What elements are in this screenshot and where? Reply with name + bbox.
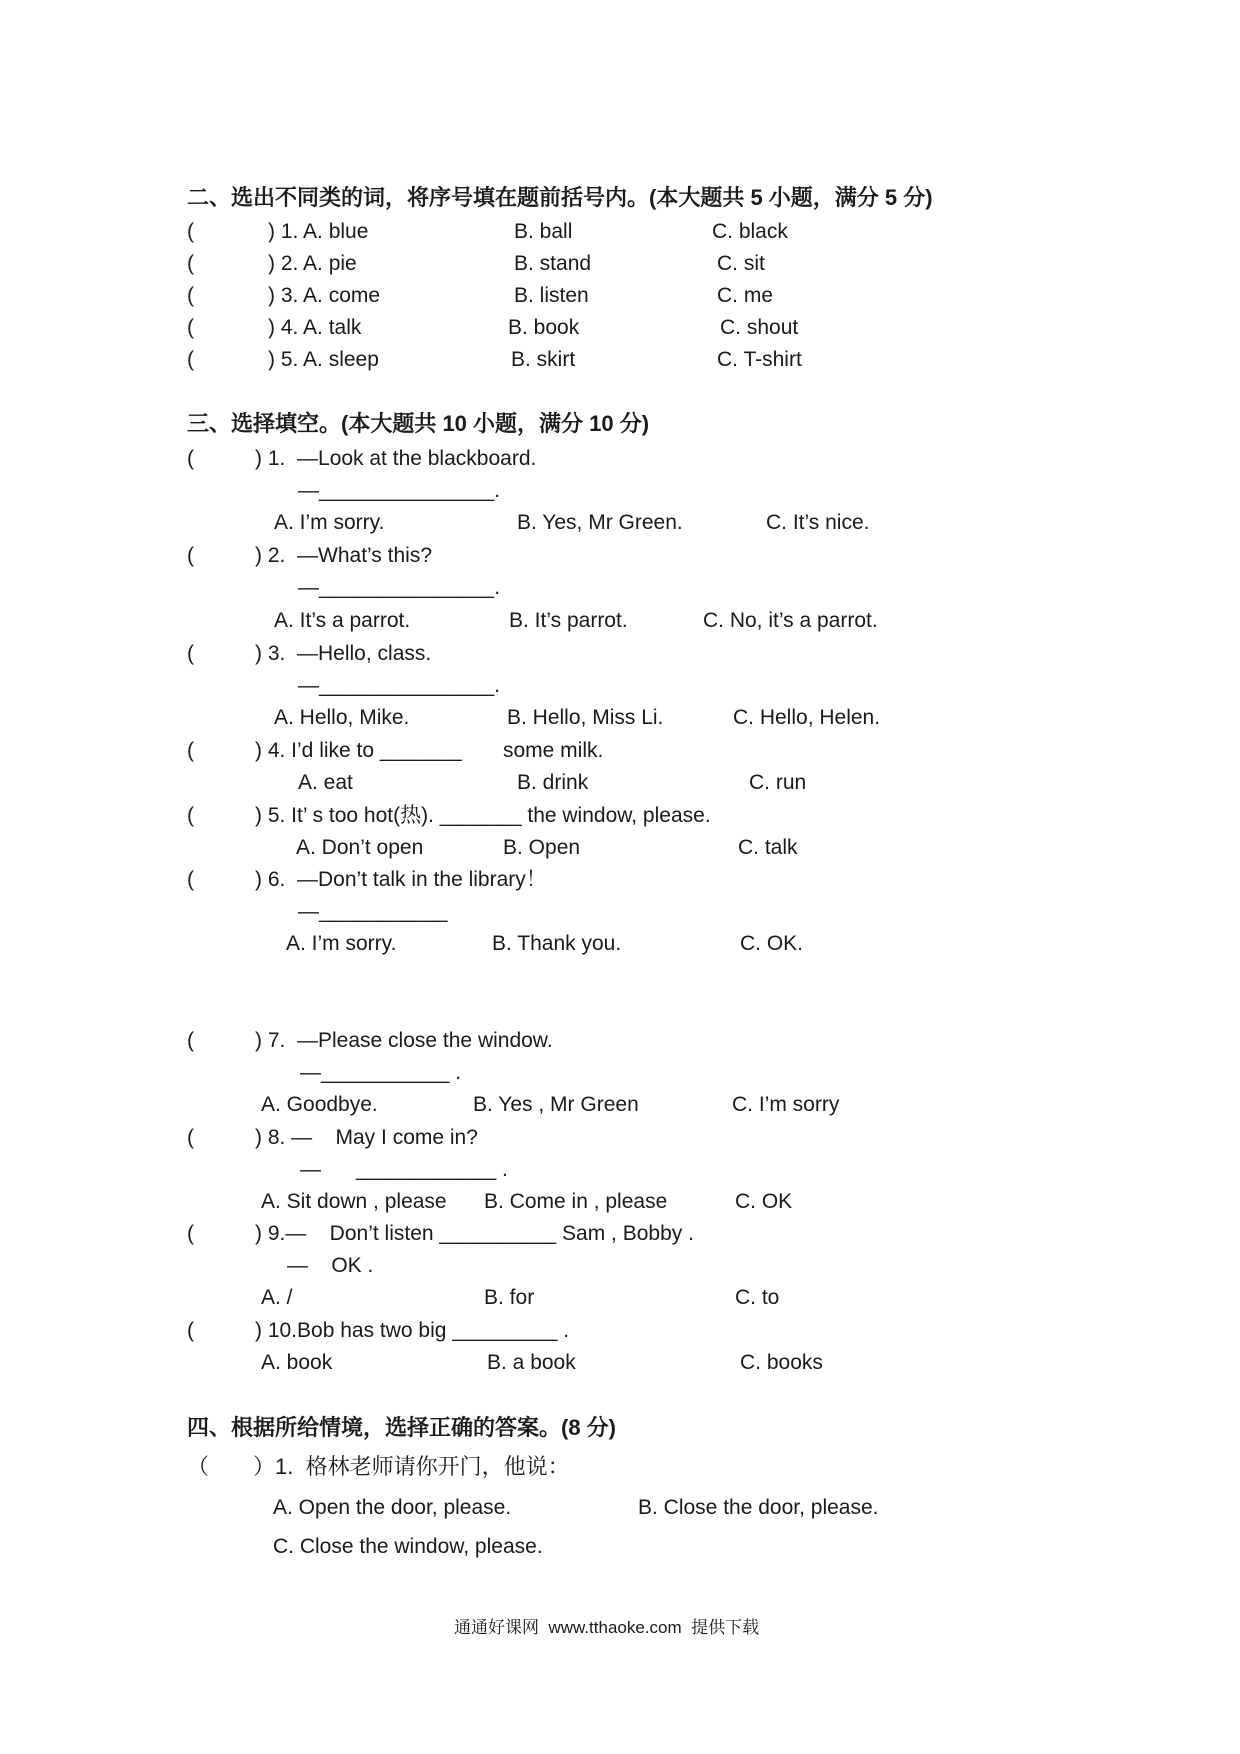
option-a: A. It’s a parrot. [274,609,411,632]
option-a: A. Hello, Mike. [274,706,410,729]
question-text: ) 7. —Please close the window. [255,1029,553,1052]
answer-paren: ( [187,739,194,762]
option-a: A. book [261,1351,333,1374]
option-b: B. stand [514,252,592,275]
answer-paren: ( [187,804,194,827]
question-text: ）1. 格林老师请你开门，他说： [253,1454,570,1479]
option-b: B. Come in , please [484,1190,668,1213]
option-c: C. No, it’s a parrot. [703,609,878,632]
option-b: B. for [484,1286,535,1309]
option-c: C. books [740,1351,823,1374]
question-text: ) 5. A. sleep [268,348,379,371]
answer-paren: ( [187,252,194,275]
option-a: A. Goodbye. [261,1093,378,1116]
option-b: B. Yes , Mr Green [473,1093,639,1116]
answer-blank: —_______________. [298,674,501,697]
question-text: ) 9.— Don’t listen __________ Sam , Bobby . [255,1222,694,1245]
option-c: C. sit [717,252,765,275]
answer-paren: ( [187,544,194,567]
option-a: A. / [261,1286,293,1309]
answer-paren: ( [187,868,194,891]
question-text: ) 10.Bob has two big _________ . [255,1319,570,1342]
answer-paren: ( [187,348,194,371]
question-text: ) 3. —Hello, class. [255,642,432,665]
option-c: C. I’m sorry [732,1093,840,1116]
option-b: B. drink [517,771,589,794]
option-b: B. skirt [511,348,576,371]
option-c: C. me [717,284,774,307]
question-text: ) 4. A. talk [268,316,362,339]
option-a: A. Open the door, please. [273,1496,512,1519]
question-text: ) 8. — May I come in? [255,1126,478,1149]
answer-paren: ( [187,1126,194,1149]
option-b: B. Thank you. [492,932,622,955]
option-a: A. I’m sorry. [286,932,397,955]
answer-paren: ( [187,1029,194,1052]
option-c: C. OK. [740,932,804,955]
option-c: C. Close the window, please. [273,1535,543,1558]
option-b: B. Yes, Mr Green. [517,511,683,534]
answer-line: — OK . [287,1254,374,1277]
option-a: A. Don’t open [296,836,424,859]
option-c: C. Hello, Helen. [733,706,881,729]
question-text-tail: some milk. [503,739,604,762]
question-text: ) 2. A. pie [268,252,357,275]
section4-heading: 四、根据所给情境，选择正确的答案。(8 分) [187,1415,617,1440]
section3-heading: 三、选择填空。(本大题共 10 小题，满分 10 分) [187,411,650,436]
question-text: ) 4. I’d like to _______ [255,739,462,762]
option-a: A. I’m sorry. [274,511,385,534]
answer-paren: ( [187,316,194,339]
answer-paren: ( [187,1222,194,1245]
option-c: C. to [735,1286,780,1309]
answer-paren: ( [187,284,194,307]
answer-blank: —___________ [298,900,448,923]
option-c: C. T-shirt [717,348,802,371]
option-b: B. Hello, Miss Li. [507,706,664,729]
option-b: B. listen [514,284,589,307]
option-c: C. black [712,220,788,243]
option-b: B. Open [503,836,581,859]
answer-blank: —_______________. [298,479,501,502]
option-c: C. shout [720,316,799,339]
option-c: C. It’s nice. [766,511,870,534]
option-b: B. book [508,316,580,339]
option-c: C. OK [735,1190,793,1213]
answer-paren: （ [187,1454,210,1479]
question-text: ) 1. A. blue [268,220,369,243]
section2-heading: 二、选出不同类的词，将序号填在题前括号内。(本大题共 5 小题，满分 5 分) [187,185,933,210]
footer-text: 通通好课网 www.tthaoke.com 提供下载 [454,1618,760,1637]
question-text: ) 6. —Don’t talk in the library！ [255,868,547,891]
option-a: A. Sit down , please [261,1190,447,1213]
option-c: C. run [749,771,807,794]
answer-paren: ( [187,1319,194,1342]
question-text: ) 3. A. come [268,284,381,307]
answer-paren: ( [187,220,194,243]
answer-blank: —___________ . [300,1061,462,1084]
answer-blank: —_______________. [298,576,501,599]
option-b: B. It’s parrot. [509,609,628,632]
answer-paren: ( [187,447,194,470]
option-b: B. ball [514,220,573,243]
option-a: A. eat [298,771,353,794]
answer-paren: ( [187,642,194,665]
option-b: B. a book [487,1351,576,1374]
question-text: ) 2. —What’s this? [255,544,433,567]
option-b: B. Close the door, please. [638,1496,879,1519]
option-c: C. talk [738,836,798,859]
question-text: ) 5. It’ s too hot(热). _______ the window, please. [255,804,711,827]
question-text: ) 1. —Look at the blackboard. [255,447,537,470]
answer-blank: — ____________ . [300,1158,508,1181]
